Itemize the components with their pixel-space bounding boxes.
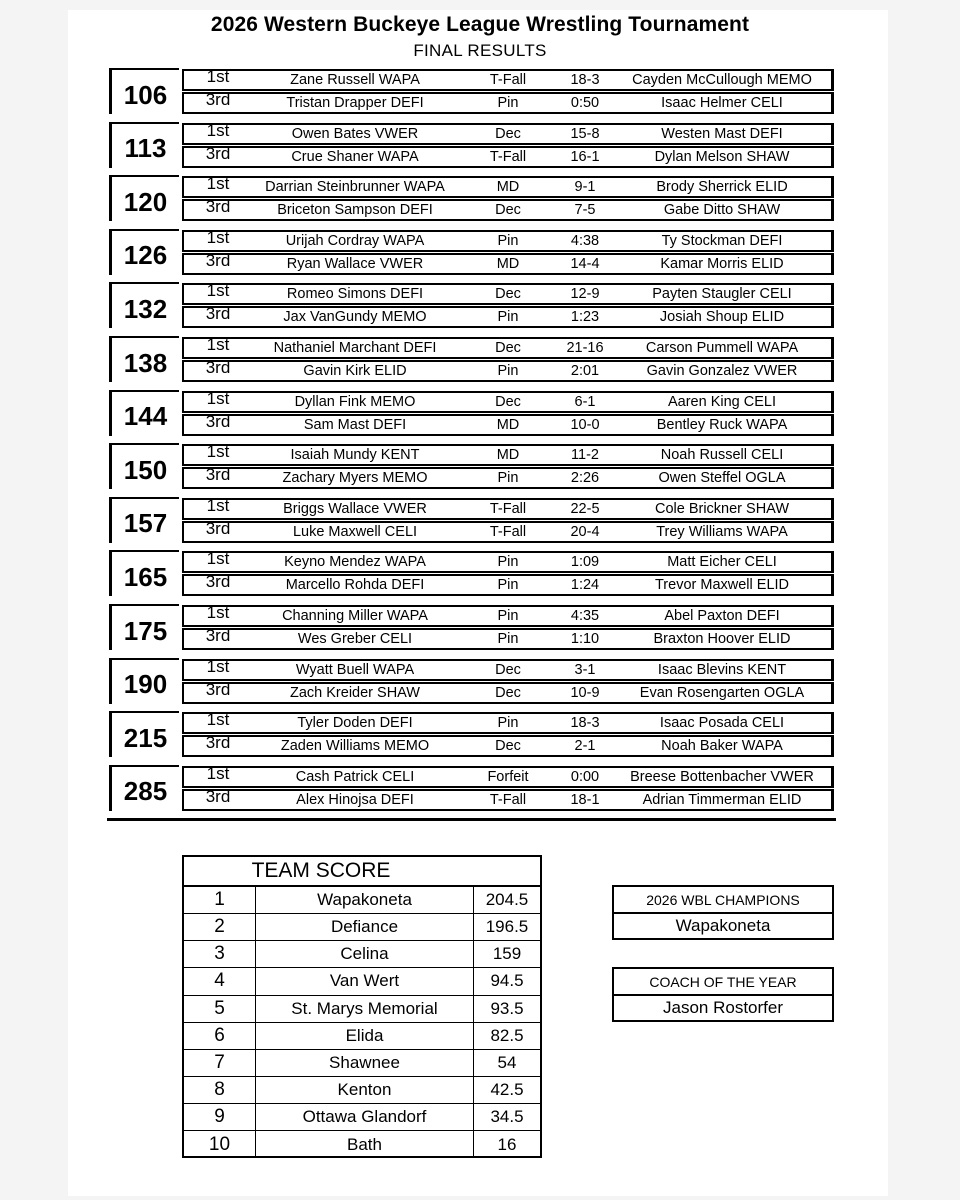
place-cell: 3rd xyxy=(205,90,231,109)
result-cell: Dec xyxy=(495,738,521,755)
place-cell: 1st xyxy=(206,442,230,462)
score-cell: 0:50 xyxy=(570,95,600,111)
winner-cell: Ryan Wallace VWER xyxy=(286,255,424,272)
place-cell: 1st xyxy=(206,763,230,783)
team-points: 42.5 xyxy=(490,1079,524,1099)
team-rank: 3 xyxy=(184,941,256,967)
winner-cell: Zane Russell WAPA xyxy=(290,72,420,88)
score-cell: 2:26 xyxy=(570,470,600,487)
team-rank: 6 xyxy=(184,1023,256,1049)
weight-label: 215 xyxy=(109,711,179,757)
third-place-row xyxy=(182,735,834,757)
place-cell: 3rd xyxy=(205,304,231,324)
result-cell: Pin xyxy=(497,232,519,249)
winner-cell: Wyatt Buell WAPA xyxy=(295,661,415,678)
weight-class-126 xyxy=(107,229,836,275)
first-place-row xyxy=(182,712,834,734)
result-cell: T-Fall xyxy=(489,500,527,517)
winner-cell: Briceton Sampson DEFI xyxy=(277,202,433,219)
opponent-cell: Payten Staugler CELI xyxy=(652,286,792,303)
place-cell: 3rd xyxy=(205,411,231,431)
weight-label: 190 xyxy=(109,658,179,704)
score-cell: 4:38 xyxy=(570,232,600,249)
first-place-row xyxy=(182,495,834,520)
first-place-row xyxy=(182,176,834,198)
place-cell: 3rd xyxy=(205,733,231,753)
team-score-row xyxy=(184,887,540,914)
team-points: 82.5 xyxy=(490,1025,524,1045)
winner-cell: Dyllan Fink MEMO xyxy=(294,393,416,410)
weight-label: 150 xyxy=(109,443,179,489)
score-cell: 0:00 xyxy=(570,768,600,785)
result-cell: Dec xyxy=(495,202,521,219)
result-cell: Pin xyxy=(497,363,519,379)
coach-of-year-box xyxy=(612,967,834,1022)
result-cell: Dec xyxy=(495,661,521,678)
team-points: 159 xyxy=(492,944,522,964)
team-score-table xyxy=(182,855,542,1158)
third-place-row xyxy=(182,679,834,704)
third-place-row xyxy=(182,92,834,114)
result-cell: Dec xyxy=(495,393,521,410)
result-cell: T-Fall xyxy=(489,791,527,808)
opponent-cell: Noah Baker WAPA xyxy=(661,738,783,755)
weight-class-120 xyxy=(107,175,836,221)
place-cell: 3rd xyxy=(205,786,231,806)
winner-cell: Nathaniel Marchant DEFI xyxy=(273,340,437,356)
opponent-cell: Trevor Maxwell ELID xyxy=(654,577,790,594)
opponent-cell: Matt Eicher CELI xyxy=(667,554,777,571)
score-cell: 18-3 xyxy=(570,715,600,732)
team-name: Elida xyxy=(256,1023,474,1049)
winner-cell: Romeo Simons DEFI xyxy=(286,286,424,303)
team-score-row xyxy=(184,1077,540,1104)
weight-class-215 xyxy=(107,711,836,757)
winner-cell: Wes Greber CELI xyxy=(297,631,413,647)
weight-label: 144 xyxy=(109,390,179,436)
result-cell: MD xyxy=(496,416,520,433)
weight-label: 113 xyxy=(109,122,179,168)
result-cell: Dec xyxy=(495,340,521,356)
third-place-row xyxy=(182,786,834,811)
coach-value: Jason Rostorfer xyxy=(663,998,783,1017)
first-place-row xyxy=(182,656,834,681)
place-cell: 3rd xyxy=(205,572,231,592)
third-place-row xyxy=(182,518,834,543)
opponent-cell: Brody Sherrick ELID xyxy=(656,179,788,196)
winner-cell: Sam Mast DEFI xyxy=(303,416,407,433)
score-cell: 1:10 xyxy=(570,631,600,647)
team-score-header xyxy=(184,857,540,887)
team-score-row xyxy=(184,968,540,995)
result-cell: Dec xyxy=(495,286,521,303)
opponent-cell: Gavin Gonzalez VWER xyxy=(646,363,798,379)
score-cell: 22-5 xyxy=(570,500,600,517)
coach-label: COACH OF THE YEAR xyxy=(614,969,832,996)
winner-cell: Cash Patrick CELI xyxy=(295,768,415,785)
winner-cell: Owen Bates VWER xyxy=(291,125,419,142)
weight-class-144 xyxy=(107,390,836,436)
opponent-cell: Dylan Melson SHAW xyxy=(654,148,790,165)
result-cell: Pin xyxy=(497,95,519,111)
first-place-row xyxy=(182,605,834,627)
result-cell: T-Fall xyxy=(489,72,527,88)
place-cell: 1st xyxy=(206,388,230,408)
results-bottom-rule xyxy=(107,818,836,821)
team-points: 94.5 xyxy=(490,971,524,991)
opponent-cell: Bentley Ruck WAPA xyxy=(656,416,788,433)
result-cell: MD xyxy=(496,255,520,272)
opponent-cell: Josiah Shoup ELID xyxy=(659,309,785,326)
result-cell: Pin xyxy=(497,715,519,732)
winner-cell: Zaden Williams MEMO xyxy=(280,738,430,755)
result-cell: Pin xyxy=(497,554,519,571)
result-cell: Forfeit xyxy=(487,768,529,785)
third-place-row xyxy=(182,250,834,275)
weight-class-138 xyxy=(107,336,836,382)
team-rank: 2 xyxy=(184,914,256,940)
result-cell: Pin xyxy=(497,577,519,594)
opponent-cell: Westen Mast DEFI xyxy=(661,125,783,142)
winner-cell: Zachary Myers MEMO xyxy=(282,470,428,487)
opponent-cell: Isaac Posada CELI xyxy=(659,715,785,732)
champions-label: 2026 WBL CHAMPIONS xyxy=(614,887,832,914)
place-cell: 1st xyxy=(206,120,230,140)
winner-cell: Tyler Doden DEFI xyxy=(297,715,413,732)
opponent-cell: Aaren King CELI xyxy=(667,393,776,410)
winner-cell: Jax VanGundy MEMO xyxy=(283,309,427,326)
score-cell: 1:09 xyxy=(570,554,600,571)
winner-cell: Briggs Wallace VWER xyxy=(283,500,427,517)
weight-label: 157 xyxy=(109,497,179,543)
first-place-row xyxy=(182,337,834,359)
third-place-row xyxy=(182,360,834,382)
champions-box xyxy=(612,885,834,940)
opponent-cell: Kamar Morris ELID xyxy=(660,255,784,272)
score-cell: 12-9 xyxy=(570,286,600,303)
team-name: Kenton xyxy=(256,1077,474,1103)
team-name: Bath xyxy=(256,1131,474,1158)
weight-class-150 xyxy=(107,443,836,489)
result-cell: Pin xyxy=(497,631,519,647)
weight-label: 126 xyxy=(109,229,179,275)
place-cell: 3rd xyxy=(205,143,231,163)
opponent-cell: Owen Steffel OGLA xyxy=(658,470,786,487)
third-place-row xyxy=(182,628,834,650)
third-place-row xyxy=(182,411,834,436)
score-cell: 2-1 xyxy=(574,738,596,755)
place-cell: 1st xyxy=(206,281,230,301)
weight-label: 165 xyxy=(109,550,179,596)
result-cell: MD xyxy=(496,447,520,464)
score-cell: 14-4 xyxy=(570,255,600,272)
winner-cell: Alex Hinojsa DEFI xyxy=(296,791,414,808)
team-name: Celina xyxy=(256,941,474,967)
first-place-row xyxy=(182,551,834,573)
score-cell: 4:35 xyxy=(570,608,600,624)
team-score-title: TEAM SCORE xyxy=(251,859,391,882)
score-cell: 1:23 xyxy=(570,309,600,326)
weight-class-132 xyxy=(107,282,836,328)
place-cell: 3rd xyxy=(205,197,231,217)
place-cell: 1st xyxy=(206,603,230,622)
score-cell: 16-1 xyxy=(570,148,600,165)
result-cell: Pin xyxy=(497,470,519,487)
opponent-cell: Adrian Timmerman ELID xyxy=(642,791,802,808)
weight-class-157 xyxy=(107,497,836,543)
winner-cell: Gavin Kirk ELID xyxy=(303,363,407,379)
place-cell: 1st xyxy=(206,227,230,247)
team-rank: 4 xyxy=(184,968,256,994)
result-cell: Pin xyxy=(497,309,519,326)
team-points: 93.5 xyxy=(490,998,524,1018)
team-rank: 9 xyxy=(184,1104,256,1130)
winner-cell: Tristan Drapper DEFI xyxy=(286,95,424,111)
place-cell: 1st xyxy=(206,549,230,569)
place-cell: 3rd xyxy=(205,518,231,538)
score-cell: 18-3 xyxy=(570,72,600,88)
result-cell: T-Fall xyxy=(489,148,527,165)
place-cell: 1st xyxy=(206,495,230,515)
team-name: Van Wert xyxy=(256,968,474,994)
winner-cell: Keyno Mendez WAPA xyxy=(284,554,426,571)
place-cell: 3rd xyxy=(205,250,231,270)
opponent-cell: Isaac Blevins KENT xyxy=(657,661,787,678)
weight-class-285 xyxy=(107,765,836,811)
team-rank: 5 xyxy=(184,995,256,1021)
opponent-cell: Trey Williams WAPA xyxy=(656,523,788,540)
team-rank: 8 xyxy=(184,1077,256,1103)
team-name: Wapakoneta xyxy=(256,887,474,913)
score-cell: 21-16 xyxy=(566,340,604,356)
place-cell: 3rd xyxy=(205,358,231,377)
weight-class-106 xyxy=(107,68,836,114)
winner-cell: Luke Maxwell CELI xyxy=(292,523,418,540)
third-place-row xyxy=(182,306,834,328)
first-place-row xyxy=(182,283,834,305)
winner-cell: Channing Miller WAPA xyxy=(282,608,428,624)
third-place-row xyxy=(182,574,834,596)
opponent-cell: Breese Bottenbacher VWER xyxy=(630,768,814,785)
score-cell: 20-4 xyxy=(570,523,600,540)
team-points: 16 xyxy=(497,1134,517,1154)
champions-value: Wapakoneta xyxy=(675,916,771,935)
weight-label: 120 xyxy=(109,175,179,221)
third-place-row xyxy=(182,143,834,168)
place-cell: 1st xyxy=(206,67,230,86)
team-score-row xyxy=(184,1104,540,1131)
team-score-row xyxy=(184,941,540,968)
team-score-row xyxy=(184,1131,540,1158)
team-name: Shawnee xyxy=(256,1050,474,1076)
team-name: Ottawa Glandorf xyxy=(256,1104,474,1130)
place-cell: 3rd xyxy=(205,465,231,485)
weight-label: 175 xyxy=(109,604,179,650)
winner-cell: Zach Kreider SHAW xyxy=(290,684,420,701)
team-score-row xyxy=(184,995,540,1022)
first-place-row xyxy=(182,763,834,788)
winner-cell: Crue Shaner WAPA xyxy=(291,148,419,165)
score-cell: 9-1 xyxy=(574,179,596,196)
place-cell: 1st xyxy=(206,710,230,730)
team-points: 54 xyxy=(497,1052,517,1072)
weight-class-165 xyxy=(107,550,836,596)
place-cell: 3rd xyxy=(205,626,231,645)
place-cell: 1st xyxy=(206,656,230,676)
page-subtitle: FINAL RESULTS xyxy=(413,41,547,60)
score-cell: 18-1 xyxy=(570,791,600,808)
opponent-cell: Cayden McCullough MEMO xyxy=(632,72,812,88)
winner-cell: Urijah Cordray WAPA xyxy=(285,232,425,249)
winner-cell: Marcello Rohda DEFI xyxy=(285,577,425,594)
team-rank: 10 xyxy=(184,1131,256,1158)
score-cell: 3-1 xyxy=(574,661,596,678)
weight-class-113 xyxy=(107,122,836,168)
opponent-cell: Noah Russell CELI xyxy=(660,447,784,464)
score-cell: 10-0 xyxy=(570,416,600,433)
opponent-cell: Evan Rosengarten OGLA xyxy=(639,684,805,701)
result-cell: MD xyxy=(496,179,520,196)
opponent-cell: Isaac Helmer CELI xyxy=(661,95,783,111)
opponent-cell: Cole Brickner SHAW xyxy=(654,500,790,517)
weight-label: 285 xyxy=(109,765,179,811)
place-cell: 1st xyxy=(206,335,230,354)
score-cell: 15-8 xyxy=(570,125,600,142)
weight-label: 106 xyxy=(109,68,179,114)
team-points: 34.5 xyxy=(490,1106,524,1126)
page-title: 2026 Western Buckeye League Wrestling Tournament xyxy=(210,13,750,36)
opponent-cell: Abel Paxton DEFI xyxy=(664,608,780,624)
opponent-cell: Carson Pummell WAPA xyxy=(645,340,799,356)
weight-label: 132 xyxy=(109,282,179,328)
team-name: Defiance xyxy=(256,914,474,940)
weight-class-175 xyxy=(107,604,836,650)
winner-cell: Isaiah Mundy KENT xyxy=(290,447,420,464)
opponent-cell: Ty Stockman DEFI xyxy=(661,232,783,249)
result-cell: Dec xyxy=(495,684,521,701)
team-score-row xyxy=(184,1050,540,1077)
opponent-cell: Gabe Ditto SHAW xyxy=(663,202,781,219)
opponent-cell: Braxton Hoover ELID xyxy=(653,631,791,647)
first-place-row xyxy=(182,388,834,413)
score-cell: 6-1 xyxy=(574,393,596,410)
team-score-row xyxy=(184,1023,540,1050)
score-cell: 10-9 xyxy=(570,684,600,701)
score-cell: 7-5 xyxy=(574,202,596,219)
result-cell: Dec xyxy=(495,125,521,142)
third-place-row xyxy=(182,199,834,221)
result-cell: Pin xyxy=(497,608,519,624)
first-place-row xyxy=(182,444,834,466)
third-place-row xyxy=(182,467,834,489)
team-name: St. Marys Memorial xyxy=(256,995,474,1021)
team-rank: 7 xyxy=(184,1050,256,1076)
weight-class-190 xyxy=(107,658,836,704)
first-place-row xyxy=(182,69,834,91)
winner-cell: Darrian Steinbrunner WAPA xyxy=(265,179,445,196)
place-cell: 1st xyxy=(206,174,230,194)
first-place-row xyxy=(182,227,834,252)
results-table xyxy=(107,68,836,821)
score-cell: 11-2 xyxy=(571,447,599,464)
team-points: 204.5 xyxy=(485,890,529,910)
team-score-row xyxy=(184,914,540,941)
team-points: 196.5 xyxy=(485,917,529,937)
score-cell: 2:01 xyxy=(570,363,600,379)
score-cell: 1:24 xyxy=(570,577,600,594)
team-rank: 1 xyxy=(184,887,256,913)
weight-label: 138 xyxy=(109,336,179,382)
place-cell: 3rd xyxy=(205,679,231,699)
result-cell: T-Fall xyxy=(489,523,527,540)
first-place-row xyxy=(182,120,834,145)
